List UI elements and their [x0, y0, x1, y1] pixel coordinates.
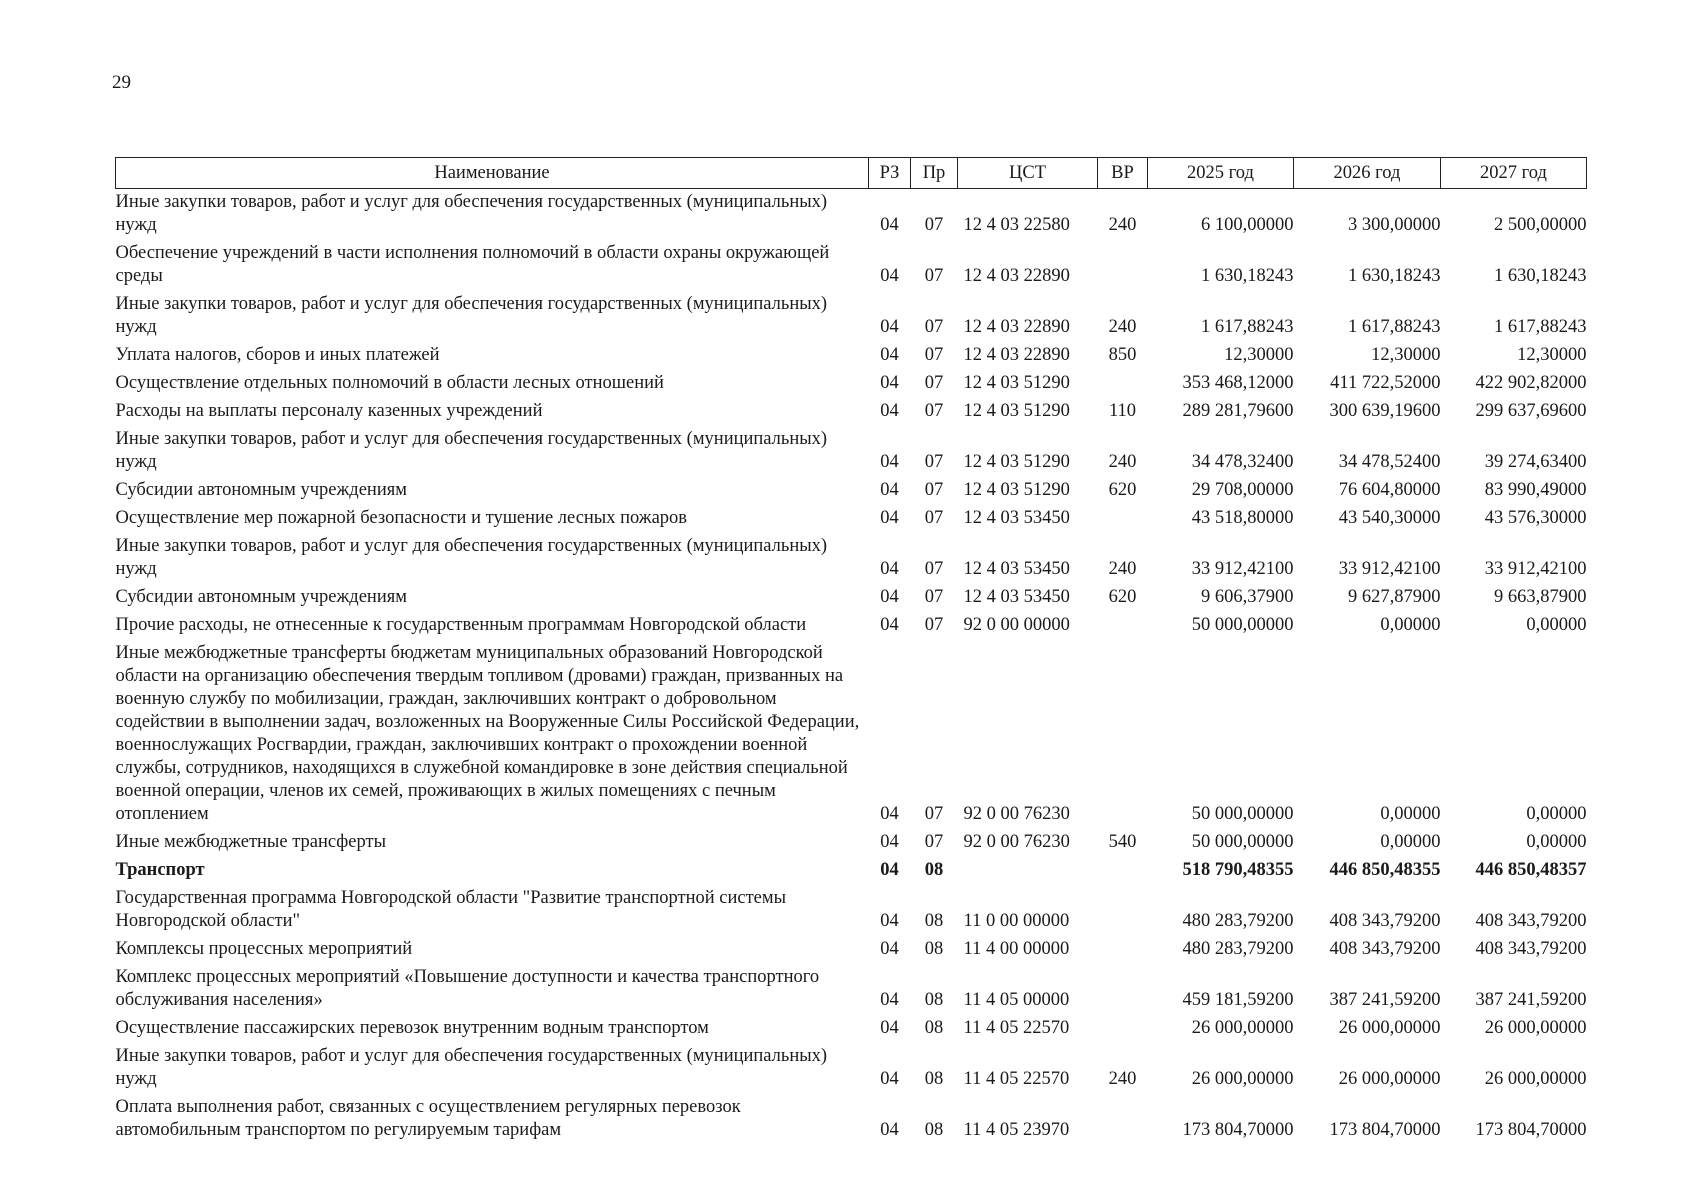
cell-2026: 12,30000	[1371, 345, 1441, 365]
page-number: 29	[112, 72, 131, 93]
cell-2026: 26 000,00000	[1338, 1018, 1441, 1038]
cell-cst: 12 4 03 22890	[963, 345, 1070, 365]
table-row	[116, 370, 1587, 398]
cell-pr: 07	[924, 587, 944, 607]
cell-2025: 26 000,00000	[1191, 1069, 1294, 1089]
cell-2027: 408 343,79200	[1475, 939, 1587, 959]
header-vr: ВР	[1098, 158, 1148, 189]
cell-2025: 518 790,48355	[1182, 860, 1294, 880]
cell-pr: 07	[924, 266, 944, 286]
cell-pr: 08	[924, 911, 944, 931]
cell-vr	[1098, 640, 1148, 829]
cell-vr: 850	[1108, 345, 1137, 365]
cell-pr: 08	[924, 1069, 944, 1089]
cell-vr	[1098, 1094, 1148, 1145]
cell-2026: 300 639,19600	[1329, 401, 1441, 421]
cell-cst: 12 4 03 53450	[963, 587, 1070, 607]
cell-pr: 07	[924, 401, 944, 421]
table-row	[116, 885, 1587, 936]
cell-2026: 408 343,79200	[1329, 911, 1441, 931]
cell-2025: 29 708,00000	[1191, 480, 1294, 500]
cell-2025: 12,30000	[1224, 345, 1294, 365]
cell-2027: 43 576,30000	[1484, 508, 1587, 528]
table-row	[116, 829, 1587, 857]
cell-cst: 92 0 00 76230	[963, 804, 1070, 824]
cell-rz: 04	[880, 559, 899, 579]
cell-cst: 11 4 00 00000	[963, 939, 1070, 959]
table-row	[116, 291, 1587, 342]
header-name: Наименование	[116, 158, 869, 189]
cell-2026: 9 627,87900	[1348, 587, 1441, 607]
cell-2025: 1 617,88243	[1201, 317, 1294, 337]
cell-rz: 04	[880, 832, 899, 852]
cell-pr: 07	[924, 804, 944, 824]
table-row	[116, 640, 1587, 829]
cell-cst: 12 4 03 51290	[963, 480, 1070, 500]
cell-2026: 33 912,42100	[1338, 559, 1441, 579]
cell-2026: 76 604,80000	[1338, 480, 1441, 500]
cell-rz: 04	[880, 911, 899, 931]
cell-cst: 12 4 03 51290	[963, 373, 1070, 393]
cell-name: Прочие расходы, не отнесенные к государственным программам Новгородской области	[115, 615, 807, 635]
cell-rz: 04	[880, 452, 899, 472]
header-2025: 2025 год	[1148, 158, 1294, 189]
cell-2027: 39 274,63400	[1484, 452, 1587, 472]
cell-rz: 04	[880, 860, 899, 880]
cell-cst: 12 4 03 53450	[963, 559, 1070, 579]
table-row	[116, 612, 1587, 640]
cell-pr: 07	[924, 452, 944, 472]
cell-pr: 07	[924, 480, 944, 500]
cell-rz: 04	[880, 1120, 899, 1140]
header-pr: Пр	[911, 158, 958, 189]
cell-2025: 50 000,00000	[1191, 832, 1294, 852]
cell-vr	[1098, 370, 1148, 398]
cell-cst: 12 4 03 53450	[963, 508, 1070, 528]
cell-name: Уплата налогов, сборов и иных платежей	[115, 345, 440, 365]
cell-name: Иные закупки товаров, работ и услуг для обеспечения государственных (муниципальных) нужд	[115, 294, 828, 337]
cell-cst: 11 0 00 00000	[963, 911, 1070, 931]
cell-cst: 11 4 05 00000	[963, 990, 1070, 1010]
cell-2027: 0,00000	[1526, 615, 1587, 635]
cell-cst	[958, 857, 1098, 885]
cell-2026: 446 850,48355	[1329, 860, 1441, 880]
cell-rz: 04	[880, 266, 899, 286]
budget-table	[115, 157, 1587, 1145]
cell-2026: 408 343,79200	[1329, 939, 1441, 959]
cell-cst: 12 4 03 51290	[963, 452, 1070, 472]
cell-cst: 12 4 03 22890	[963, 317, 1070, 337]
cell-rz: 04	[880, 804, 899, 824]
table-row	[116, 342, 1587, 370]
cell-pr: 07	[924, 832, 944, 852]
cell-name: Иные закупки товаров, работ и услуг для обеспечения государственных (муниципальных) нужд	[115, 429, 828, 472]
cell-2026: 3 300,00000	[1348, 215, 1441, 235]
cell-pr: 08	[924, 939, 944, 959]
cell-2027: 0,00000	[1526, 832, 1587, 852]
cell-rz: 04	[880, 1069, 899, 1089]
cell-name: Комплексы процессных мероприятий	[115, 939, 413, 959]
cell-2027: 33 912,42100	[1484, 559, 1587, 579]
cell-pr: 07	[924, 508, 944, 528]
cell-2026: 0,00000	[1380, 832, 1441, 852]
cell-name: Транспорт	[115, 860, 205, 880]
cell-vr	[1098, 505, 1148, 533]
cell-vr: 240	[1108, 559, 1137, 579]
table-row	[116, 426, 1587, 477]
table-row	[116, 1094, 1587, 1145]
cell-rz: 04	[880, 615, 899, 635]
cell-2025: 9 606,37900	[1201, 587, 1294, 607]
table-row	[116, 477, 1587, 505]
cell-name: Комплекс процессных мероприятий «Повышение доступности и качества транспортного обслуживания населения»	[115, 967, 820, 1010]
cell-2026: 34 478,52400	[1338, 452, 1441, 472]
cell-name: Иные межбюджетные трансферты бюджетам муниципальных образований Новгородской области на организацию обеспечения твердым топливом (дровами) граждан, призванных на военную службу по мобилизации, граждан, заключивших контракт о добровольном содействии в выполнении задач, возложенных на Вооруженные Силы Российской Федерации, военнослужащих Росгвардии, граждан, заключивших контракт о прохождении военной службы, сотрудников, находящихся в служебной командировке в зоне действия специальной военной операции, членов их семей, проживающих в жилых помещениях с печным отоплением	[115, 643, 860, 824]
table-row	[116, 1043, 1587, 1094]
cell-2025: 50 000,00000	[1191, 804, 1294, 824]
cell-rz: 04	[880, 317, 899, 337]
cell-2026: 411 722,52000	[1330, 373, 1441, 393]
cell-vr: 240	[1108, 215, 1137, 235]
cell-name: Осуществление пассажирских перевозок внутренним водным транспортом	[115, 1018, 709, 1038]
cell-name: Субсидии автономным учреждениям	[115, 587, 407, 607]
cell-vr: 240	[1108, 452, 1137, 472]
table-body	[116, 189, 1587, 1146]
cell-vr	[1098, 240, 1148, 291]
cell-pr: 08	[924, 1018, 944, 1038]
cell-vr	[1098, 612, 1148, 640]
cell-name: Осуществление отдельных полномочий в области лесных отношений	[115, 373, 664, 393]
cell-2027: 26 000,00000	[1484, 1018, 1587, 1038]
table-row	[116, 857, 1587, 885]
cell-vr: 110	[1108, 401, 1137, 421]
cell-2027: 408 343,79200	[1475, 911, 1587, 931]
cell-pr: 07	[924, 559, 944, 579]
cell-2027: 12,30000	[1517, 345, 1587, 365]
table-row	[116, 533, 1587, 584]
cell-rz: 04	[880, 480, 899, 500]
table-row	[116, 584, 1587, 612]
cell-2026: 0,00000	[1380, 804, 1441, 824]
header-2026: 2026 год	[1294, 158, 1441, 189]
cell-2025: 480 283,79200	[1182, 939, 1294, 959]
cell-2025: 50 000,00000	[1191, 615, 1294, 635]
cell-2026: 1 617,88243	[1348, 317, 1441, 337]
cell-rz: 04	[880, 939, 899, 959]
header-row	[116, 158, 1587, 189]
cell-2025: 33 912,42100	[1191, 559, 1294, 579]
cell-2027: 446 850,48357	[1475, 860, 1587, 880]
cell-2027: 83 990,49000	[1484, 480, 1587, 500]
cell-2027: 387 241,59200	[1475, 990, 1587, 1010]
cell-rz: 04	[880, 373, 899, 393]
cell-2026: 173 804,70000	[1329, 1120, 1441, 1140]
cell-name: Иные закупки товаров, работ и услуг для обеспечения государственных (муниципальных) нужд	[115, 536, 828, 579]
cell-2025: 480 283,79200	[1182, 911, 1294, 931]
cell-2027: 2 500,00000	[1494, 215, 1587, 235]
cell-2027: 173 804,70000	[1475, 1120, 1587, 1140]
cell-cst: 12 4 03 22580	[963, 215, 1070, 235]
cell-rz: 04	[880, 345, 899, 365]
table-row	[116, 398, 1587, 426]
cell-2027: 299 637,69600	[1475, 401, 1587, 421]
cell-2025: 289 281,79600	[1182, 401, 1294, 421]
cell-cst: 11 4 05 22570	[963, 1018, 1070, 1038]
cell-rz: 04	[880, 587, 899, 607]
cell-2026: 387 241,59200	[1329, 990, 1441, 1010]
table-row	[116, 1015, 1587, 1043]
cell-2027: 26 000,00000	[1484, 1069, 1587, 1089]
cell-2025: 353 468,12000	[1182, 373, 1294, 393]
cell-rz: 04	[880, 1018, 899, 1038]
cell-vr	[1098, 857, 1148, 885]
table-row	[116, 240, 1587, 291]
cell-cst: 12 4 03 51290	[963, 401, 1070, 421]
cell-rz: 04	[880, 508, 899, 528]
cell-2027: 9 663,87900	[1494, 587, 1587, 607]
cell-2025: 459 181,59200	[1182, 990, 1294, 1010]
cell-2027: 1 630,18243	[1494, 266, 1587, 286]
cell-vr: 240	[1108, 317, 1137, 337]
cell-2026: 26 000,00000	[1338, 1069, 1441, 1089]
cell-name: Иные закупки товаров, работ и услуг для обеспечения государственных (муниципальных) нужд	[115, 1046, 828, 1089]
cell-vr	[1098, 1015, 1148, 1043]
cell-2025: 1 630,18243	[1201, 266, 1294, 286]
cell-2027: 1 617,88243	[1494, 317, 1587, 337]
cell-cst: 11 4 05 23970	[963, 1120, 1070, 1140]
header-cst: ЦСТ	[958, 158, 1098, 189]
table-header	[116, 158, 1587, 189]
table-row	[116, 936, 1587, 964]
cell-2026: 0,00000	[1380, 615, 1441, 635]
cell-cst: 92 0 00 76230	[963, 832, 1070, 852]
table-row	[116, 189, 1587, 241]
cell-rz: 04	[880, 990, 899, 1010]
cell-vr: 540	[1108, 832, 1137, 852]
cell-2026: 43 540,30000	[1338, 508, 1441, 528]
cell-rz: 04	[880, 401, 899, 421]
cell-cst: 12 4 03 22890	[963, 266, 1070, 286]
table-row	[116, 505, 1587, 533]
cell-2025: 43 518,80000	[1191, 508, 1294, 528]
cell-vr	[1098, 964, 1148, 1015]
cell-cst: 11 4 05 22570	[963, 1069, 1070, 1089]
cell-pr: 08	[924, 860, 944, 880]
cell-vr	[1098, 885, 1148, 936]
cell-name: Осуществление мер пожарной безопасности и тушение лесных пожаров	[115, 508, 688, 528]
cell-rz: 04	[880, 215, 899, 235]
cell-pr: 08	[924, 990, 944, 1010]
cell-cst: 92 0 00 00000	[963, 615, 1070, 635]
cell-vr: 620	[1108, 587, 1137, 607]
table-row	[116, 964, 1587, 1015]
cell-vr: 240	[1108, 1069, 1137, 1089]
cell-name: Обеспечение учреждений в части исполнения полномочий в области охраны окружающей среды	[115, 243, 830, 286]
header-2027: 2027 год	[1441, 158, 1587, 189]
cell-2027: 0,00000	[1526, 804, 1587, 824]
cell-pr: 07	[924, 615, 944, 635]
cell-pr: 07	[924, 345, 944, 365]
cell-name: Субсидии автономным учреждениям	[115, 480, 407, 500]
cell-2025: 34 478,32400	[1191, 452, 1294, 472]
cell-2025: 26 000,00000	[1191, 1018, 1294, 1038]
header-rz: РЗ	[869, 158, 911, 189]
cell-pr: 07	[924, 215, 944, 235]
cell-pr: 07	[924, 373, 944, 393]
cell-name: Иные межбюджетные трансферты	[115, 832, 387, 852]
cell-2025: 173 804,70000	[1182, 1120, 1294, 1140]
cell-name: Иные закупки товаров, работ и услуг для обеспечения государственных (муниципальных) нужд	[115, 192, 828, 235]
cell-name: Оплата выполнения работ, связанных с осуществлением регулярных перевозок автомобильным транспортом по регулируемым тарифам	[115, 1097, 741, 1140]
cell-vr	[1098, 936, 1148, 964]
cell-vr: 620	[1108, 480, 1137, 500]
cell-pr: 08	[924, 1120, 944, 1140]
cell-2026: 1 630,18243	[1348, 266, 1441, 286]
cell-name: Государственная программа Новгородской области "Развитие транспортной системы Новгородской области"	[115, 888, 787, 931]
cell-2027: 422 902,82000	[1475, 373, 1587, 393]
cell-pr: 07	[924, 317, 944, 337]
cell-name: Расходы на выплаты персоналу казенных учреждений	[115, 401, 543, 421]
cell-2025: 6 100,00000	[1201, 215, 1294, 235]
